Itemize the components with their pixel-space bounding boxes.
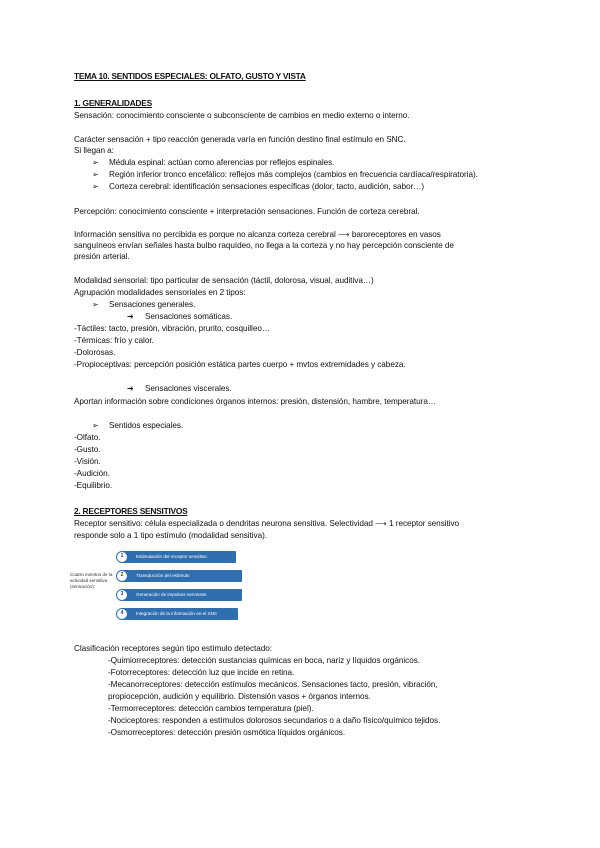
diagram-step-bar: [122, 589, 242, 601]
arrowhead-bullet-icon: ➢: [92, 170, 99, 179]
list-item: Corteza cerebral: identificación sensaciones específicas (dolor, tacto, audición, sabor…): [109, 182, 425, 191]
diagram-step-number: 1: [116, 551, 128, 563]
arrowhead-bullet-icon: ➢: [92, 182, 99, 191]
diagram-label: Cuatro eventos de la actividad sensitiva (sensación):: [70, 572, 113, 589]
section-heading-receptores: 2. RECEPTORES SENSITIVOS: [74, 506, 188, 516]
list-item: -Propioceptivas: percepción posición estática partes cuerpo + mvtos extremidades y cabeza.: [74, 360, 406, 369]
diagram-step-number: 2: [116, 570, 128, 582]
list-item-generales: Sensaciones generales.: [109, 300, 196, 309]
paragraph-info-line: Información sensitiva no percibida es porque no alcanza corteza cerebral ⟶ baroreceptores en vasos: [74, 230, 441, 239]
list-item: -Táctiles: tacto, presión, vibración, prurito, cosquilleo…: [74, 324, 270, 333]
list-item: -Quimiorreceptores: detección sustancias químicas en boca, nariz y líquidos orgánicos.: [108, 656, 420, 665]
diagram-step-text: Integración de la información en el SNC: [136, 611, 218, 616]
arrowhead-bullet-icon: ➢: [92, 158, 99, 167]
list-item: Médula espinal: actúan como aferencias por reflejos espinales.: [109, 158, 335, 167]
list-item-viscerales: Sensaciones viscerales.: [145, 384, 232, 393]
paragraph-receptor-line: Receptor sensitivo: célula especializada o dendritas neurona sensitiva. Selectividad ⟶ 1 receptor sensitivo: [74, 519, 460, 528]
paragraph-clasificacion: Clasificación receptores según tipo estímulo detectado:: [74, 644, 272, 653]
paragraph-caracter: Carácter sensación + tipo reacción generada varía en función destino final estímulo en SNC.: [74, 135, 406, 144]
diagram-step-bar: [122, 551, 236, 563]
list-item: -Visión.: [74, 457, 101, 466]
list-item-somaticas: Sensaciones somáticas.: [145, 312, 233, 321]
list-item: -Fotorreceptores: detección luz que incide en retina.: [108, 668, 295, 677]
document-title: TEMA 10. SENTIDOS ESPECIALES: OLFATO, GUSTO Y VISTA: [74, 71, 306, 81]
diagram-step-bar: [122, 608, 238, 620]
list-item: -Dolorosas.: [74, 348, 116, 357]
paragraph-percepcion: Percepción: conocimiento consciente + interpretación sensaciones. Función de corteza cerebral.: [74, 207, 420, 216]
list-item: propiocepción, audición y equilibrio. Distensión vasos + órganos internos.: [108, 692, 371, 701]
diagram-step-bar: [122, 570, 242, 582]
diagram-step-number: 3: [116, 589, 128, 601]
list-item: -Audición.: [74, 469, 110, 478]
diagram-step-number: 4: [116, 608, 128, 620]
section-heading-generalidades: 1. GENERALIDADES: [74, 98, 152, 108]
arrowhead-bullet-icon: ➢: [92, 421, 99, 430]
list-item: Región inferior tronco encefálico: reflejos más complejos (cambios en frecuencia cardíaca/respiratoria).: [109, 170, 478, 179]
paragraph-info-line: sanguíneos envían señales hasta bulbo raquídeo, no llega a la corteza y no hay percepción consciente de: [74, 241, 454, 250]
list-item: -Gusto.: [74, 445, 101, 454]
paragraph-si-llegan: Si llegan a:: [74, 146, 114, 155]
paragraph-modalidad: Modalidad sensorial: tipo particular de sensación (táctil, dolorosa, visual, auditiva…): [74, 276, 374, 285]
list-item-especiales: Sentidos especiales.: [109, 421, 184, 430]
sensory-events-diagram: [70, 548, 245, 626]
list-item: -Termorreceptores: detección cambios temperatura (piel).: [108, 704, 314, 713]
paragraph-info-line: presión arterial.: [74, 252, 130, 261]
diagram-step-text: Generación de impulsos nerviosos: [136, 592, 207, 597]
list-item: -Térmicas: frío y calor.: [74, 336, 154, 345]
list-item: -Osmorreceptores: detección presión osmótica líquidos orgánicos.: [108, 728, 346, 737]
list-item: -Nociceptores: responden a estímulos dolorosos secundarios o a daño físico/químico tejidos.: [108, 716, 441, 725]
diagram-step-text: Estimulación del receptor sensitivo: [136, 554, 207, 559]
paragraph-receptor-line: responde solo a 1 tipo estímulo (modalidad sensitiva).: [74, 531, 267, 540]
arrowhead-bullet-icon: ➢: [92, 300, 99, 309]
list-item: -Equilibrio.: [74, 481, 113, 490]
arrow-bullet-icon: ➔: [127, 312, 134, 321]
diagram-step-text: Transducción del estímulo: [136, 573, 190, 578]
arrow-bullet-icon: ➔: [127, 384, 134, 393]
paragraph-sensacion: Sensación: conocimiento consciente o subconsciente de cambios en medio externo o interno.: [74, 111, 410, 120]
paragraph-agrupacion: Agrupación modalidades sensoriales en 2 tipos:: [74, 288, 246, 297]
list-item: -Olfato.: [74, 433, 101, 442]
paragraph-aportan: Aportan información sobre condiciones órganos internos: presión, distensión, hambre, temperatura…: [74, 397, 436, 406]
list-item: -Mecanorreceptores: detección estímulos mecánicos. Sensaciones tacto, presión, vibración,: [108, 680, 438, 689]
